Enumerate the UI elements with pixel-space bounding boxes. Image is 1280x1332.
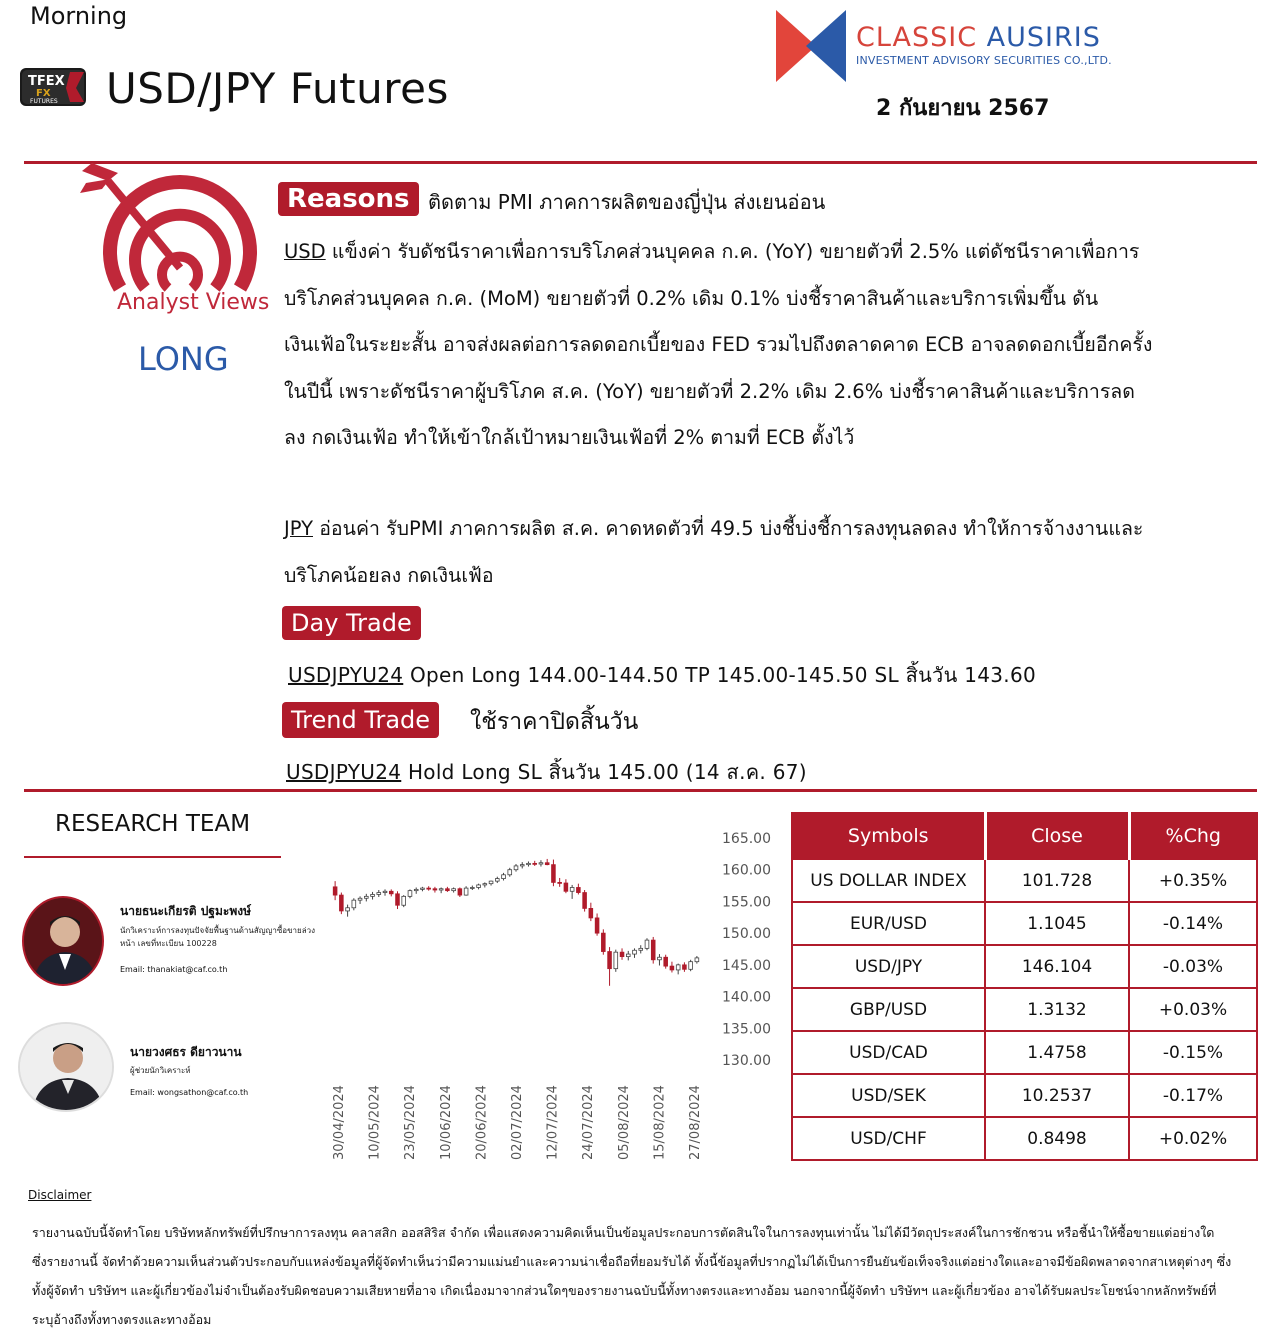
table-row (792, 859, 1257, 902)
symbol-cell: USD/CHF (792, 1117, 985, 1160)
x-tick-label: 12/07/2024 (545, 1085, 561, 1160)
person-role: นักวิเคราะห์การลงทุนปัจจัยพื้นฐานด้านสัญญาซื้อขายล่วงหน้า เลขที่ทะเบียน 100228 (120, 926, 316, 948)
candle-body (396, 894, 400, 905)
candle (452, 887, 456, 892)
candle-body (614, 952, 618, 968)
change-cell: +0.03% (1129, 988, 1257, 1031)
candle-body (545, 863, 549, 865)
candle-body (608, 952, 612, 969)
candle (427, 886, 431, 890)
table-row (792, 1031, 1257, 1074)
page-title: USD/JPY Futures (106, 64, 449, 113)
candle (458, 887, 462, 897)
avatar (18, 1022, 114, 1112)
x-tick-label: 02/07/2024 (510, 1085, 525, 1160)
change-cell: -0.17% (1129, 1074, 1257, 1117)
candle (333, 881, 337, 900)
close-cell: 1.1045 (985, 902, 1129, 945)
brand-name-part1: CLASSIC (856, 22, 978, 53)
jpy-label: JPY (284, 517, 313, 540)
person-photo-icon (24, 898, 104, 986)
candle-body (458, 889, 462, 895)
candle (502, 873, 506, 881)
y-tick-label: 145.00 (722, 957, 771, 974)
person-photo-icon (20, 1024, 114, 1112)
brand-subtitle: INVESTMENT ADVISORY SECURITIES CO.,LTD. (856, 54, 1112, 67)
candle (658, 954, 662, 965)
candle (402, 895, 406, 907)
candle-body (626, 954, 630, 957)
candle-body (483, 884, 487, 885)
candle (364, 894, 368, 902)
candle-body (402, 896, 406, 905)
trend-trade-note: ใช้ราคาปิดสิ้นวัน (470, 709, 639, 735)
brand-name-part2: AUSIRIS (986, 22, 1101, 53)
person-email: Email: wongsathon@caf.co.th (130, 1088, 249, 1097)
x-tick-label: 23/05/2024 (403, 1085, 419, 1160)
reasons-headline: ติดตาม PMI ภาคการผลิตของญี่ปุ่น ส่งเยนอ่อน (428, 190, 826, 214)
jpy-paragraph (284, 506, 1154, 599)
day-trade-text: Open Long 144.00-144.50 TP 145.00-145.50 SL สิ้นวัน 143.60 (409, 663, 1036, 687)
candle-body (633, 950, 637, 954)
quotes-table (791, 812, 1258, 1161)
table-row (792, 945, 1257, 988)
table-row (792, 1074, 1257, 1117)
candle (695, 956, 699, 964)
usd-text: แข็งค่า รับดัชนีราคาเพื่อการบริโภคส่วนบุคคล ก.ค. (YoY) ขยายตัวที่ 2.5% แต่ดัชนีราคาเพื่อการบริโภคส่วนบุคคล ก.ค. (MoM) ขยายตัวที่ 0.2% เดิม 0.1% บ่งชี้ราคาสินค้าและบริการเพิ่มขึ้น ดันเงินเฟ้อในระยะสั้น อาจส่งผลต่อการลดดอกเบี้ยของ FED รวมไปถึงตลาดคาด ECB อาจลดดอกเบี้ยอีกครั้งในปีนี้ เพราะดัชนีราคาผู้บริโภค ส.ค. (YoY) ขยายตัวที่ 2.2% เดิม 2.6% บ่งชี้ราคาสินค้าและบริการลดลง กดเงินเฟ้อ ทำให้เข้าใกล้เป้าหมายเงินเฟ้อที่ 2% ตามที่ ECB ตั้งไว้ (284, 240, 1153, 449)
candle (346, 905, 350, 917)
candle-body (333, 887, 337, 895)
candle-body (358, 898, 362, 900)
close-cell: 101.728 (985, 859, 1129, 902)
close-cell: 0.8498 (985, 1117, 1129, 1160)
candle-body (552, 865, 556, 883)
candle-body (670, 966, 674, 970)
candle (527, 861, 531, 866)
candle (639, 945, 643, 953)
candle-body (352, 900, 356, 908)
research-team-underline (24, 856, 281, 858)
candle-body (658, 957, 662, 960)
candle-body (427, 888, 431, 889)
candle (633, 948, 637, 958)
jpy-text: อ่อนค่า รับPMI ภาคการผลิต ส.ค. คาดหดตัวที่ 49.5 บ่งชี้บ่งชี้การลงทุนลดลง ทำให้การจ้างงานและบริโภคน้อยลง กดเงินเฟ้อ (284, 517, 1144, 587)
candle-body (495, 879, 499, 882)
symbol-cell: USD/JPY (792, 945, 985, 988)
candle-body (339, 895, 343, 911)
disclaimer-text: รายงานฉบับนี้จัดทำโดย บริษัทหลักทรัพย์ที่ปรึกษาการลงทุน คลาสสิก ออสสิริส จำกัด เพื่อแสดงความคิดเห็นเป็นข้อมูลประกอบการตัดสินใจในการลงทุนเท่านั้น ไม่ได้มีวัตถุประสงค์ในการชักชวน หรือชี้นำให้ซื้อขายแต่อย่างใด ซึ่งรายงานนี้ จัดทำด้วยความเห็นส่วนตัวประกอบกับแหล่งข้อมูลที่ผู้จัดทำเห็นว่ามีความแม่นยำและความน่าเชื่อถือที่ยอมรับได้ ทั้งนี้ข้อมูลที่ปรากฏไม่ได้เป็นการยืนยันข้อเท็จจริงแต่อย่างใดและอาจมีข้อผิดพลาดจากสาเหตุต่างๆ ซึ่งทั้งผู้จัดทำ บริษัทฯ และผู้เกี่ยวข้องไม่จำเป็นต้องรับผิดชอบความเสียหายที่อาจ เกิดเนื่องมาจากส่วนใดๆของรายงานฉบับนี้ทั้งทางตรงและทางอ้อม นอกจากนี้ผู้จัดทำ บริษัทฯ และผู้เกี่ยวข้อง อาจได้รับผลประโยชน์จากหลักทรัพย์ที่ระบุอ้างถึงทั้งทางตรงและทางอ้อม (32, 1225, 1232, 1327)
candle (570, 885, 574, 899)
candle (651, 937, 655, 964)
candle (421, 887, 425, 891)
usd-label: USD (284, 240, 326, 263)
usd-paragraph (284, 229, 1154, 462)
x-tick-label: 20/06/2024 (474, 1085, 490, 1160)
candle-body (527, 863, 531, 864)
day-trade-tag: Day Trade (282, 606, 421, 640)
candle (495, 877, 499, 883)
candle (396, 891, 400, 909)
table-header-row (792, 813, 1257, 859)
candle (508, 868, 512, 877)
candle-body (589, 908, 593, 918)
candle-body (414, 889, 418, 890)
candle-body (595, 918, 599, 933)
candle-body (577, 887, 581, 892)
candle (470, 886, 474, 890)
candle-body (676, 965, 680, 970)
candle (664, 955, 668, 969)
x-tick-label: 10/06/2024 (438, 1085, 454, 1160)
candle-body (514, 866, 518, 870)
y-tick-label: 165.00 (722, 831, 771, 847)
candle (514, 864, 518, 872)
x-tick-label: 10/05/2024 (367, 1085, 383, 1160)
candle-body (383, 891, 387, 892)
candle-body (439, 889, 443, 890)
candle-body (421, 888, 425, 889)
candle (483, 882, 487, 887)
candle (377, 890, 381, 897)
candle (383, 889, 387, 895)
change-cell: -0.14% (1129, 902, 1257, 945)
candle-body (689, 962, 693, 970)
candle-body (564, 883, 568, 891)
analyst-views-label: Analyst Views (117, 290, 270, 315)
target-dart-icon (80, 163, 270, 293)
trend-trade-line (286, 756, 807, 788)
person-role: ผู้ช่วยนักวิเคราะห์ (130, 1066, 191, 1075)
column-header: Symbols (792, 813, 985, 859)
symbol-cell: EUR/USD (792, 902, 985, 945)
candle-body (570, 887, 574, 891)
y-tick-label: 160.00 (722, 862, 771, 879)
candle (446, 887, 450, 892)
candle (676, 964, 680, 975)
candle-body (364, 896, 368, 898)
candle (477, 884, 481, 890)
candle-body (346, 908, 350, 911)
close-cell: 1.3132 (985, 988, 1129, 1031)
candle-body (558, 882, 562, 883)
candle (414, 887, 418, 893)
candle (645, 938, 649, 950)
table-row (792, 988, 1257, 1031)
candle (689, 960, 693, 971)
report-date: 2 กันยายน 2567 (876, 96, 1050, 121)
stance-label: LONG (138, 340, 229, 378)
candle (339, 893, 343, 915)
candle (539, 860, 543, 866)
change-cell: -0.15% (1129, 1031, 1257, 1074)
candle-body (452, 889, 456, 891)
candle (408, 889, 412, 898)
day-trade-symbol: USDJPYU24 (288, 663, 404, 687)
trend-trade-symbol: USDJPYU24 (286, 760, 402, 784)
x-tick-label: 27/08/2024 (688, 1085, 703, 1160)
candle-body (539, 863, 543, 864)
avatar (22, 896, 104, 986)
candle (533, 861, 537, 866)
symbol-cell: USD/CAD (792, 1031, 985, 1074)
trend-trade-text: Hold Long SL สิ้นวัน 145.00 (14 ส.ค. 67) (407, 760, 807, 784)
x-tick-label: 24/07/2024 (581, 1085, 597, 1160)
candle (433, 887, 437, 893)
close-cell: 1.4758 (985, 1031, 1129, 1074)
candle-body (695, 958, 699, 962)
candle-body (645, 940, 649, 948)
candle (439, 887, 443, 893)
candle (520, 862, 524, 868)
candle (608, 947, 612, 986)
classic-ausiris-logo-icon (776, 10, 846, 82)
research-team-title: RESEARCH TEAM (55, 811, 251, 837)
candle-body (651, 940, 655, 960)
symbol-cell: US DOLLAR INDEX (792, 859, 985, 902)
candle-body (389, 891, 393, 894)
symbol-cell: GBP/USD (792, 988, 985, 1031)
svg-text:TFEX: TFEX (28, 74, 65, 89)
candle-body (489, 881, 493, 884)
person-name: นายธนะเกียรติ ปฐมะพงษ์ (120, 904, 252, 918)
tfex-fx-futures-logo (20, 66, 88, 108)
candle (589, 903, 593, 921)
brand-name (856, 22, 1101, 53)
column-header: %Chg (1129, 813, 1257, 859)
column-header: Close (985, 813, 1129, 859)
x-tick-label: 05/08/2024 (616, 1085, 632, 1160)
x-tick-label: 15/08/2024 (652, 1085, 668, 1160)
svg-text:FX: FX (36, 88, 51, 99)
y-tick-label: 135.00 (722, 1021, 771, 1038)
candle (552, 860, 556, 887)
candle (389, 889, 393, 896)
candle-body (433, 889, 437, 890)
change-cell: -0.03% (1129, 945, 1257, 988)
candle (464, 886, 468, 896)
candle (489, 880, 493, 885)
candle-body (371, 894, 375, 896)
close-cell: 10.2537 (985, 1074, 1129, 1117)
candle-body (477, 885, 481, 888)
y-tick-label: 140.00 (722, 989, 771, 1006)
candle (352, 898, 356, 910)
disclaimer-title: Disclaimer (28, 1188, 92, 1202)
candle (595, 913, 599, 935)
trend-trade-tag: Trend Trade (282, 702, 439, 738)
usdjpy-candlestick-chart (320, 820, 780, 1170)
candle-body (464, 888, 468, 895)
candle (558, 878, 562, 887)
candle (564, 879, 568, 893)
table-row (792, 1117, 1257, 1160)
candle (620, 948, 624, 959)
y-tick-label: 150.00 (722, 926, 771, 943)
reasons-tag: Reasons (278, 182, 419, 216)
section-divider (24, 789, 1257, 792)
candle (614, 950, 618, 972)
candle (601, 929, 605, 954)
candle-body (601, 933, 605, 951)
candle-body (508, 870, 512, 875)
candle (577, 884, 581, 895)
y-tick-label: 130.00 (722, 1053, 771, 1069)
candle (626, 951, 630, 961)
table-row (792, 902, 1257, 945)
change-cell: +0.35% (1129, 859, 1257, 902)
symbol-cell: USD/SEK (792, 1074, 985, 1117)
candle-body (446, 889, 450, 891)
x-tick-label: 30/04/2024 (332, 1085, 347, 1160)
candle (583, 890, 587, 912)
svg-text:FUTURES: FUTURES (30, 98, 58, 105)
candle (358, 896, 362, 904)
candle-body (683, 965, 687, 969)
candle (683, 962, 687, 972)
candle-body (377, 893, 381, 895)
candle-body (502, 875, 506, 879)
candle-body (470, 887, 474, 888)
candle-body (533, 863, 537, 864)
person-name: นายวงศธร ดียาวนาน (130, 1045, 242, 1059)
candle (545, 859, 549, 865)
y-tick-label: 155.00 (722, 894, 771, 911)
candle-body (664, 957, 668, 966)
report-label: Morning (30, 2, 128, 30)
candle-body (639, 948, 643, 950)
candle-body (520, 865, 524, 866)
candle-body (583, 893, 587, 909)
candle-body (408, 891, 412, 897)
candle (670, 962, 674, 973)
day-trade-line (288, 659, 1036, 691)
candle-body (620, 952, 624, 956)
candle (371, 892, 375, 900)
change-cell: +0.02% (1129, 1117, 1257, 1160)
person-email: Email: thanakiat@caf.co.th (120, 965, 228, 974)
close-cell: 146.104 (985, 945, 1129, 988)
